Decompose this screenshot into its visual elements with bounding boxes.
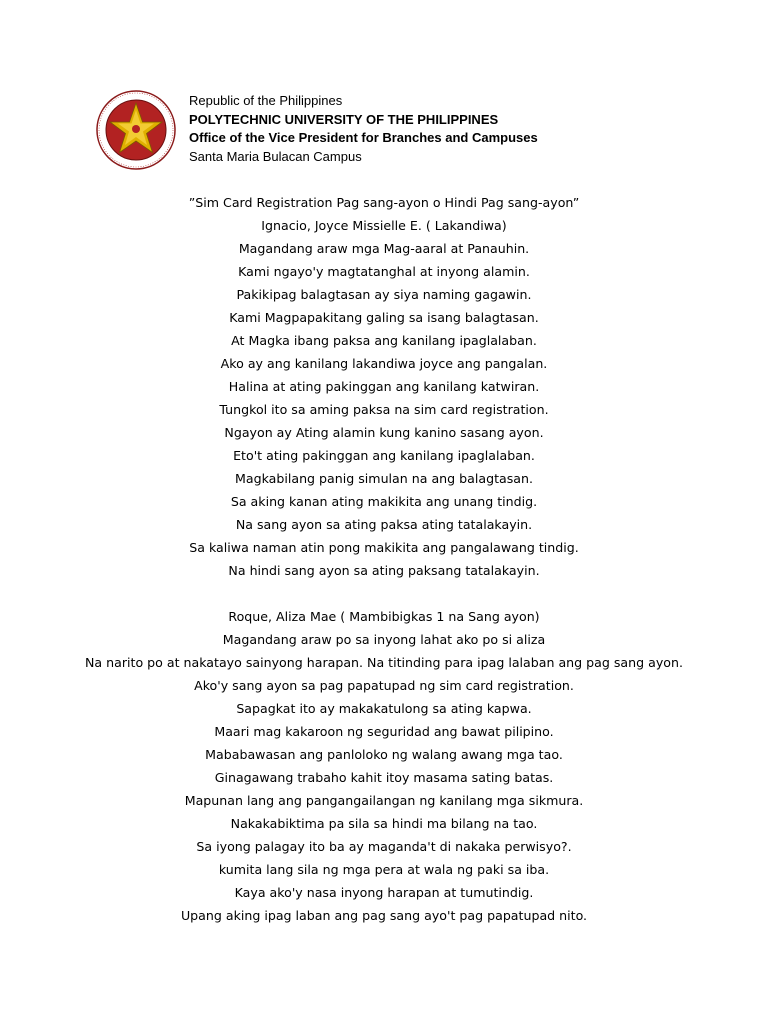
poem-line: Ngayon ay Ating alamin kung kanino sasang ayon. [224, 425, 544, 440]
speaker-name: Ignacio, Joyce Missielle E. ( Lakandiwa) [261, 218, 507, 233]
poem-line: Tungkol ito sa aming paksa na sim card registration. [219, 402, 549, 417]
poem-line: Nakakabiktima pa sila sa hindi ma bilang na tao. [230, 816, 538, 831]
poem-line: Pakikipag balagtasan ay siya naming gagawin. [236, 287, 532, 302]
poem-line: Ako'y sang ayon sa pag papatupad ng sim card registration. [194, 678, 574, 693]
poem-line: Maari mag kakaroon ng seguridad ang bawat pilipino. [214, 724, 554, 739]
poem-line: Sapagkat ito ay makakatulong sa ating kapwa. [236, 701, 532, 716]
poem-line: Ako ay ang kanilang lakandiwa joyce ang pangalan. [220, 356, 548, 371]
section-spacer [0, 582, 768, 605]
poem-line: Ginagawang trabaho kahit itoy masama sating batas. [214, 770, 554, 785]
poem-line: Sa aking kanan ating makikita ang unang tindig. [230, 494, 538, 509]
letterhead [96, 90, 696, 180]
poem-line: Kami ngayo'y magtatanghal at inyong alamin. [238, 264, 530, 279]
university-seal-icon [96, 90, 176, 170]
poem-line: Mapunan lang ang pangangailangan ng kanilang mga sikmura. [184, 793, 584, 808]
poem-line: Magandang araw mga Mag-aaral at Panauhin. [238, 241, 530, 256]
poem-line: At Magka ibang paksa ang kanilang ipaglalaban. [231, 333, 537, 348]
poem-line: Mababawasan ang panloloko ng walang awang mga tao. [205, 747, 563, 762]
poem-line: Kaya ako'y nasa inyong harapan at tumutindig. [234, 885, 534, 900]
poem-line: Sa iyong palagay ito ba ay maganda't di nakaka perwisyo?. [196, 839, 572, 854]
section-mambibigkas-1 [0, 605, 768, 927]
poem-line: Na sang ayon sa ating paksa ating tatalakayin. [235, 517, 533, 532]
poem-line: Na narito po at nakatayo sainyong harapan. Na titinding para ipag lalaban ang pag sang ayon. [85, 655, 683, 670]
speaker-name: Roque, Aliza Mae ( Mambibigkas 1 na Sang ayon) [228, 609, 540, 624]
poem-line: Eto't ating pakinggan ang kanilang ipaglalaban. [233, 448, 535, 463]
campus-name: Santa Maria Bulacan Campus [189, 148, 362, 164]
letterhead-text [189, 92, 538, 166]
poem-body [0, 191, 768, 927]
poem-line: Halina at ating pakinggan ang kanilang katwiran. [228, 379, 540, 394]
poem-line: Upang aking ipag laban ang pag sang ayo't pag papatupad nito. [180, 908, 588, 923]
university-name: POLYTECHNIC UNIVERSITY OF THE PHILIPPINES [189, 111, 499, 127]
office-name: Office of the Vice President for Branches and Campuses [189, 130, 538, 145]
poem-line: kumita lang sila ng mga pera at wala ng paki sa iba. [218, 862, 550, 877]
poem-line: Magandang araw po sa inyong lahat ako po si aliza [222, 632, 546, 647]
poem-title: ”Sim Card Registration Pag sang-ayon o Hindi Pag sang-ayon” [188, 195, 580, 210]
poem-line: Kami Magpapakitang galing sa isang balagtasan. [229, 310, 539, 325]
poem-line: Sa kaliwa naman atin pong makikita ang pangalawang tindig. [189, 540, 579, 555]
poem-line: Magkabilang panig simulan na ang balagtasan. [235, 471, 533, 486]
republic-line: Republic of the Philippines [189, 93, 343, 108]
section-lakandiwa [0, 191, 768, 582]
poem-line: Na hindi sang ayon sa ating paksang tatalakayin. [228, 563, 540, 578]
